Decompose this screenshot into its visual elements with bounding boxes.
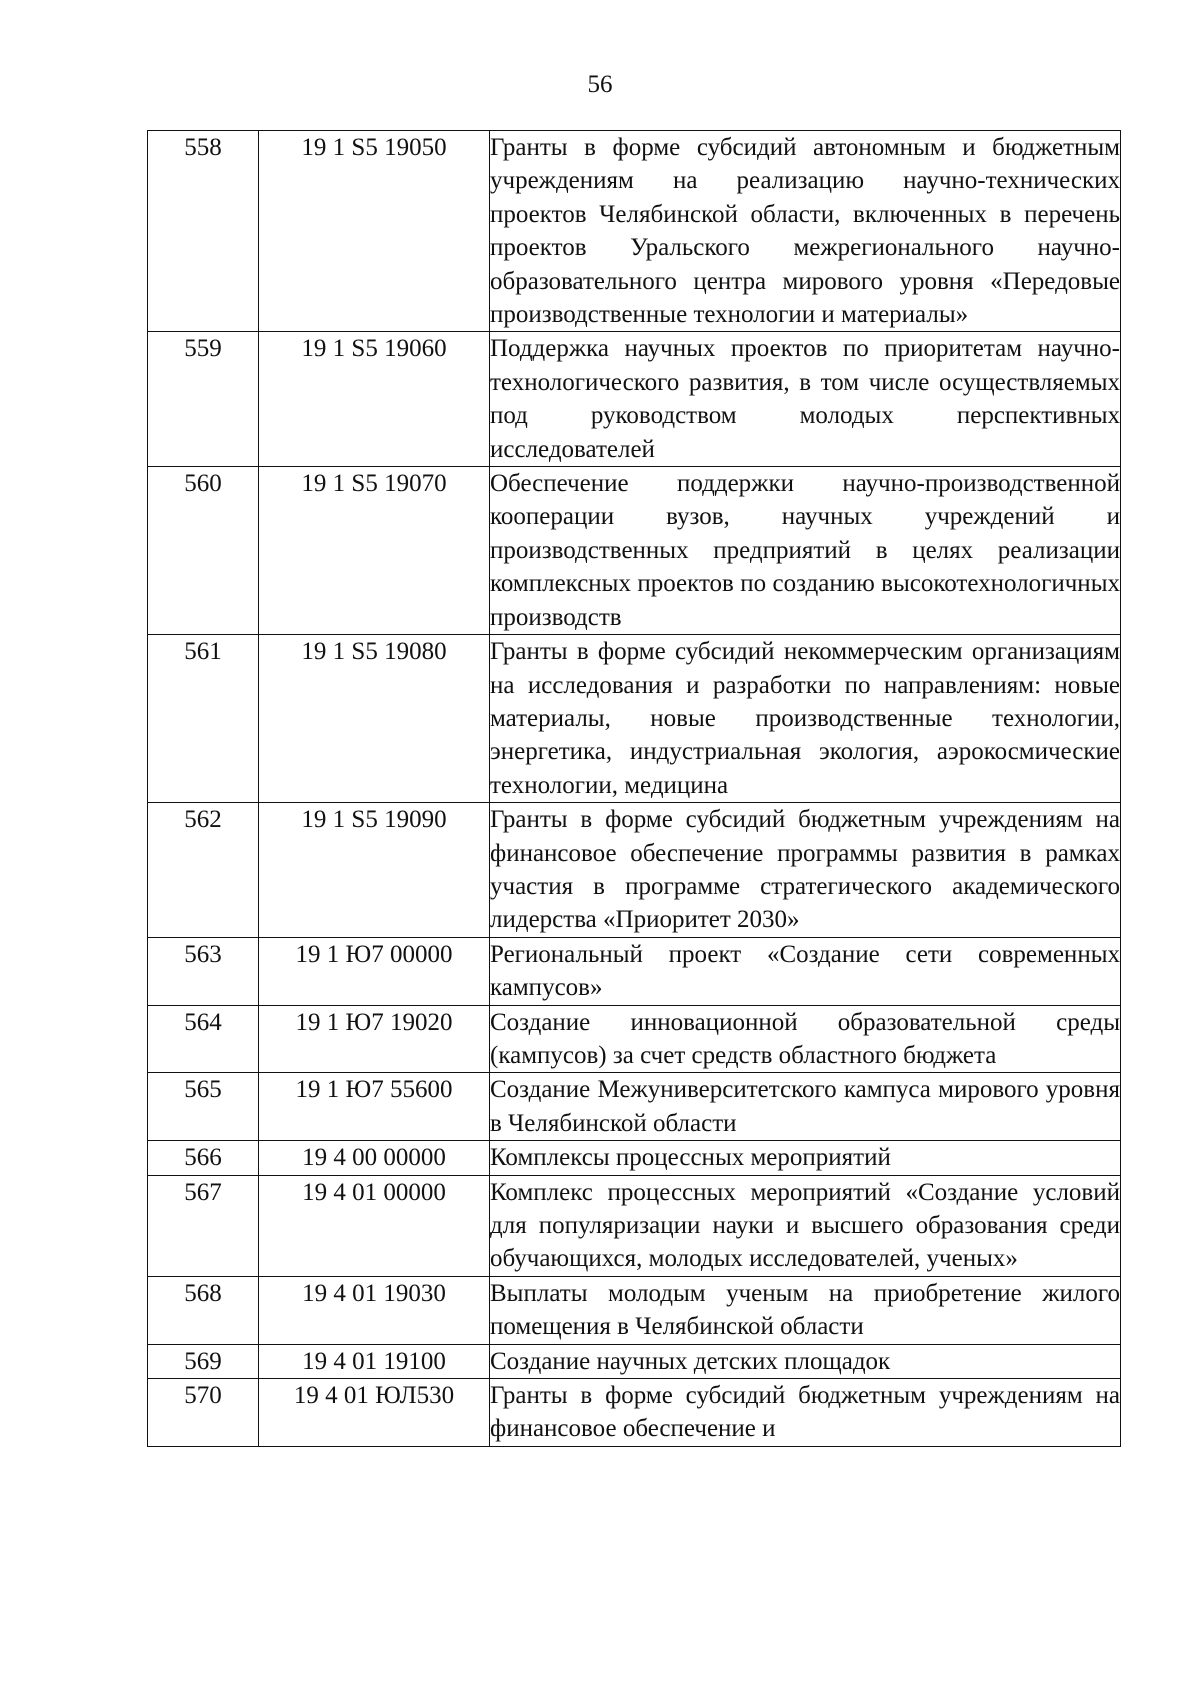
row-number: 559 bbox=[148, 332, 259, 467]
row-number: 561 bbox=[148, 635, 259, 803]
row-description: Комплекс процессных мероприятий «Создание условий для популяризации науки и высшего образования среди обучающихся, молодых исследователей, ученых» bbox=[490, 1175, 1121, 1276]
table-row bbox=[148, 1379, 1121, 1447]
row-description: Обеспечение поддержки научно-производственной кооперации вузов, научных учреждений и производственных предприятий в целях реализации комплексных проектов по созданию высокотехнологичных производств bbox=[490, 467, 1121, 635]
row-description: Региональный проект «Создание сети современных кампусов» bbox=[490, 937, 1121, 1005]
row-code: 19 4 01 19030 bbox=[259, 1276, 490, 1344]
row-code: 19 1 S5 19060 bbox=[259, 332, 490, 467]
table-row bbox=[148, 1141, 1121, 1175]
row-code: 19 1 S5 19080 bbox=[259, 635, 490, 803]
row-number: 565 bbox=[148, 1073, 259, 1141]
row-description: Создание научных детских площадок bbox=[490, 1344, 1121, 1378]
row-number: 568 bbox=[148, 1276, 259, 1344]
row-description: Создание инновационной образовательной среды (кампусов) за счет средств областного бюджета bbox=[490, 1005, 1121, 1073]
row-description: Поддержка научных проектов по приоритетам научно-технологического развития, в том числе осуществляемых под руководством молодых перспективных исследователей bbox=[490, 332, 1121, 467]
row-description: Создание Межуниверситетского кампуса мирового уровня в Челябинской области bbox=[490, 1073, 1121, 1141]
row-code: 19 1 S5 19050 bbox=[259, 131, 490, 332]
row-number: 558 bbox=[148, 131, 259, 332]
row-number: 567 bbox=[148, 1175, 259, 1276]
table-row bbox=[148, 467, 1121, 635]
row-number: 562 bbox=[148, 803, 259, 938]
row-code: 19 4 01 19100 bbox=[259, 1344, 490, 1378]
row-description: Гранты в форме субсидий некоммерческим организациям на исследования и разработки по направлениям: новые материалы, новые производственные технологии, энергетика, индустриальная экология, аэрокосмические технологии, медицина bbox=[490, 635, 1121, 803]
row-code: 19 1 Ю7 00000 bbox=[259, 937, 490, 1005]
table-row bbox=[148, 635, 1121, 803]
row-code: 19 1 Ю7 19020 bbox=[259, 1005, 490, 1073]
row-description: Гранты в форме субсидий бюджетным учреждениям на финансовое обеспечение программы развития в рамках участия в программе стратегического академического лидерства «Приоритет 2030» bbox=[490, 803, 1121, 938]
row-number: 570 bbox=[148, 1379, 259, 1447]
page-number: 56 bbox=[587, 71, 613, 98]
table-body bbox=[148, 131, 1121, 1447]
row-code: 19 1 S5 19070 bbox=[259, 467, 490, 635]
table-row bbox=[148, 332, 1121, 467]
row-number: 569 bbox=[148, 1344, 259, 1378]
row-description: Гранты в форме субсидий бюджетным учреждениям на финансовое обеспечение и bbox=[490, 1379, 1121, 1447]
table-row bbox=[148, 1276, 1121, 1344]
row-description: Комплексы процессных мероприятий bbox=[490, 1141, 1121, 1175]
row-number: 564 bbox=[148, 1005, 259, 1073]
row-code: 19 4 00 00000 bbox=[259, 1141, 490, 1175]
table-row bbox=[148, 131, 1121, 332]
row-code: 19 1 Ю7 55600 bbox=[259, 1073, 490, 1141]
table-row bbox=[148, 1073, 1121, 1141]
table-row bbox=[148, 1344, 1121, 1378]
classification-table bbox=[147, 130, 1121, 1447]
row-description: Гранты в форме субсидий автономным и бюджетным учреждениям на реализацию научно-технических проектов Челябинской области, включенных в перечень проектов Уральского межрегионального научно-образовательного центра мирового уровня «Передовые производственные технологии и материалы» bbox=[490, 131, 1121, 332]
table-row bbox=[148, 1005, 1121, 1073]
table-row bbox=[148, 1175, 1121, 1276]
row-number: 566 bbox=[148, 1141, 259, 1175]
row-description: Выплаты молодым ученым на приобретение жилого помещения в Челябинской области bbox=[490, 1276, 1121, 1344]
row-code: 19 4 01 00000 bbox=[259, 1175, 490, 1276]
table-row bbox=[148, 803, 1121, 938]
row-code: 19 1 S5 19090 bbox=[259, 803, 490, 938]
row-code: 19 4 01 ЮЛ530 bbox=[259, 1379, 490, 1447]
row-number: 563 bbox=[148, 937, 259, 1005]
table-row bbox=[148, 937, 1121, 1005]
row-number: 560 bbox=[148, 467, 259, 635]
